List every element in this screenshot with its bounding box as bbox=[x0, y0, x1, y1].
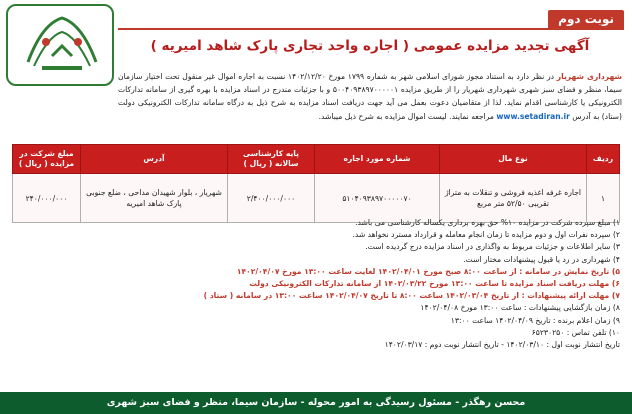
col-header-deposit: مبلغ شرکت در مزایده ( ریال ) bbox=[13, 145, 81, 174]
col-header-address: آدرس bbox=[81, 145, 228, 174]
property-table bbox=[12, 144, 620, 223]
round-banner bbox=[118, 8, 624, 30]
note-item: ۲) سپرده نفرات اول و دوم مزایده تا زمان انجام معامله و قرارداد مسترد نخواهد شد. bbox=[352, 230, 620, 240]
note-item: ۳) سایر اطلاعات و جزئیات مربوط به واگذاری در اسناد مزایده درج گردیده است. bbox=[365, 242, 620, 252]
signature-footer: محسن رهگذر - مسئول رسیدگی به امور محوله - سازمان سیما، منظر و فضای سبز شهری bbox=[0, 392, 632, 414]
note-item: ۱) مبلغ سپرده شرکت در مزایده ۱۰% حق بهره برداری یکساله کارشناسی می باشد. bbox=[355, 218, 620, 227]
col-header-row: ردیف bbox=[587, 145, 620, 174]
round-label: نوبت دوم bbox=[548, 10, 624, 28]
website-link[interactable]: www.setadiran.ir bbox=[496, 111, 570, 121]
cell-row: ۱ bbox=[587, 174, 620, 223]
cell-address: شهریار ، بلوار شهیدان مداحی ، ضلع جنوبی پارک شاهد امیریه bbox=[81, 174, 228, 223]
cell-base: ۲/۴۰۰/۰۰۰/۰۰۰ bbox=[228, 174, 315, 223]
table-header-row bbox=[13, 145, 620, 174]
intro-line-2: سیما، منظر و فضای سبز شهری شهرداری شهریار را از طریق مزایده ۵۰۰۴۰۹۳۸۹۷۰۰۰۰۰۱ و با جزئیات مندرج در اسناد مزایده با بهره گیری از سامانه تدارکات bbox=[118, 85, 622, 95]
intro-line-1: در نظر دارد به استناد مجوز شورای اسلامی شهر به شماره ۱۷۹۹ مورخ ۱۴۰۲/۱۲/۲۰ نسبت به اجاره اموال غیر منقول تحت اختیار سازمان bbox=[118, 72, 554, 81]
col-header-item: نوع مال bbox=[440, 145, 587, 174]
table-row bbox=[13, 174, 620, 223]
publication-dates: تاریخ انتشار نوبت اول : ۱۴۰۲/۰۳/۱۰ - تاریخ انتشار نوبت دوم : ۱۴۰۲/۰۳/۱۷ bbox=[384, 340, 620, 350]
intro-address-label: آدرس bbox=[572, 111, 591, 121]
note-item: ۹) زمان اعلام برنده : تاریخ ۱۴۰۲/۰۴/۰۹ ساعت ۱۳:۰۰ bbox=[450, 315, 620, 325]
cell-deposit: ۲۴۰/۰۰۰/۰۰۰ bbox=[13, 174, 81, 223]
organization-name: شهرداری شهریار bbox=[556, 72, 622, 81]
col-header-base: پایه کارشناسی سالانه ( ریال ) bbox=[228, 145, 315, 174]
intro-line-4: مراجعه نمایند. لیست اموال مزایده به شرح ذیل میباشد. bbox=[318, 111, 494, 121]
note-item: ۷) مهلت ارائه پیشنهادات : از تاریخ ۱۴۰۲/۰۳/۰۴ ساعت ۸:۰۰ تا تاریخ ۱۴۰۲/۰۴/۰۷ ساعت ۱۳:۰۰ در سامانه ( ستاد ) bbox=[203, 291, 620, 301]
note-item: ۵) تاریخ نمایش در سامانه : از ساعت ۸:۰۰ صبح مورخ ۱۴۰۲/۰۴/۰۱ لغایت ساعت ۱۳:۰۰ مورخ ۱۴۰۲/۰۴/۰۷ bbox=[236, 266, 620, 276]
logo-emblem-icon bbox=[12, 6, 112, 80]
organization-logo bbox=[6, 4, 114, 86]
col-header-number: شماره مورد اجاره bbox=[315, 145, 440, 174]
notes-list bbox=[12, 217, 620, 351]
note-item: ۴) شهرداری در رد یا قبول پیشنهادات مختار است. bbox=[463, 254, 620, 264]
note-item: ۶) مهلت دریافت اسناد مزایده تا ساعت ۱۳:۰۰ مورخ ۱۴۰۲/۰۳/۲۲ از سامانه تدارکات الکترونیکی دولت bbox=[249, 279, 620, 289]
intro-line-3: الکترونیکی یا کارشناسی اقدام نماید. لذا از متقاضیان دعوت بعمل می آید جهت دریافت اسناد مزایده به شرح ذیل به درگاه سامانه تدارکات الکترونیکی دولت (ستاد) به bbox=[118, 98, 622, 121]
cell-number: ۵۱۰۴۰۹۳۸۹۷۰۰۰۰۰۷۰ bbox=[315, 174, 440, 223]
cell-item: اجاره غرفه اغذیه فروشی و تنقلات به متراژ تقریبی ۵۲/۵۰ متر مربع bbox=[440, 174, 587, 223]
note-item: ۸) زمان بازگشایی پیشنهادات : ساعت ۱۳:۰۰ مورخ ۱۴۰۲/۰۴/۰۸ bbox=[420, 303, 620, 313]
intro-paragraph bbox=[118, 70, 622, 123]
notice-title: آگهی تجدید مزایده عمومی ( اجاره واحد تجاری پارک شاهد امیریه ) bbox=[150, 38, 590, 54]
note-item: ۱۰) تلفن تماس : ۶۵۲۳۰۲۵۰ bbox=[531, 327, 620, 337]
